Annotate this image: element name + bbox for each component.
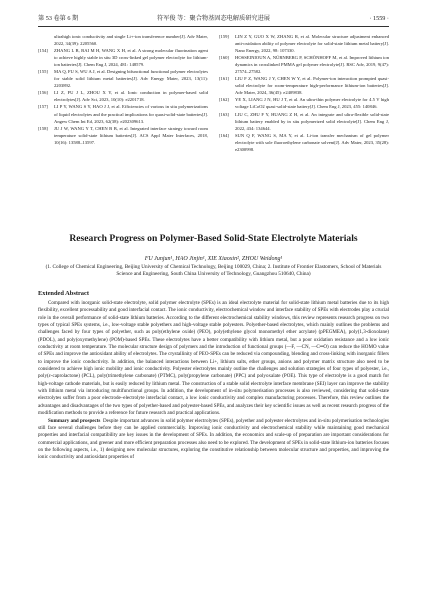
reference-text: LIN Z Y, GUO X W, ZHANG R, et al. Molecular structure adjustment enhanced anti-oxidation ability of polymer electrolyte for solid-state lithium metal battery[J]. Nano Energy, 2022, 98: 107330.: [235, 34, 389, 54]
reference-item: [38, 33, 208, 47]
reference-number: [159]: [219, 34, 229, 39]
reference-text: YE X, LIANG J N, HU J T, et al. An ultra-thin polymer electrolyte for 4.5 V high voltage LiCoO2 quasi-solid-state battery[J]. Chem Eng J, 2023, 455: 140846.: [235, 97, 389, 110]
reference-text: MA Q, FU S, WU A J, et al. Designing bifunctional functional polymer electrolytes for stable solid lithium metal batteries[J]. Adv Energy Mater, 2023, 13(11): 2203892.: [54, 69, 208, 89]
journal-volume-issue: 第 53 卷第 6 期: [38, 15, 79, 22]
reference-text: LIU F Z, WANG J Y, CHEN W Y, et al. Polymer-ion interaction prompted quasi-solid electrolyte for room-temperature high-performance lithium-ion batteries[J]. Adv Mater, 2024, 36(45): e2409838.: [235, 76, 389, 96]
reference-text: ultrahigh ionic conductivity and single Li+-ion transference number[J]. Adv Mater, 2022, 34(39): 2205560.: [54, 34, 208, 47]
reference-text: LIU C, ZHU F Y, HUANG Z H, et al. An integrate and ultra-flexible solid-state lithium battery enabled by in situ polymerized solid electrolyte[J]. Chem Eng J, 2022, 434: 134644.: [235, 111, 389, 131]
reference-column-left: [38, 33, 208, 146]
abstract-heading: Extended Abstract: [38, 290, 89, 297]
paper-title: Research Progress on Polymer-Based Solid-State Electrolyte Materials: [69, 233, 358, 244]
reference-item: [219, 54, 389, 75]
reference-text: SUN Q F, WANG S, MA Y, et al. Li-ion transfer mechanism of gel polymer electrolyte with sole fluoroethylene carbonate solvent[J]. Adv Mater, 2023, 35(28): e2300998.: [235, 132, 389, 152]
reference-item: [219, 132, 389, 153]
reference-item: [38, 125, 208, 146]
reference-item: [219, 96, 389, 110]
reference-item: [38, 89, 208, 103]
reference-text: LI P Y, WANG S Y, HAO J J, et al. Efficiencies of various in situ polymerizations of liquid electrolytes and the practical implications for quasi-solid-state batteries[J]. Angew Chem Int Ed, 2023, 62(38): e202309613.: [54, 104, 208, 124]
reference-item: [219, 111, 389, 132]
reference-number: [154]: [38, 48, 48, 54]
affiliation: (1. College of Chemical Engineering, Beijing University of Chemical Technology, Beijing 100029, China; 2. Institute of Frontier Elastomers, School of Materials Science and Engineering, South China University of Technology, Guangzhou 510640, China): [45, 264, 382, 278]
author-list: FU Junjun¹, HAO Jinjin¹, XIE Xiaoxin², ZHOU Weidong¹: [144, 256, 283, 262]
reference-number: [155]: [38, 69, 48, 75]
reference-item: [38, 103, 208, 124]
reference-item: [219, 75, 389, 96]
reference-item: [38, 47, 208, 68]
summary-paragraph: [38, 418, 389, 462]
extended-abstract: [38, 300, 389, 462]
page-number: · 1559 ·: [369, 15, 389, 22]
reference-column-right: [219, 33, 389, 153]
summary-label: Summary and prospects: [48, 417, 101, 424]
reference-number: [161]: [219, 76, 229, 82]
abstract-paragraph: Compared with inorganic solid-state electrolyte, solid polymer electrolyte (SPEs) is an ideal electrolyte material for solid-state lithium metal batteries due to its high flexibility, excellent processability and good interfacial contact. The ionic conductivity, electrochemical window and interface stability of SPEs with electrodes play a crucial role in the overall performance of solid-state lithium batteries. According to the different electrochemical stability windows, this review represents research progress on two types of typical SPEs systems, i.e., low-voltage stable polyethers and high-voltage stable polyesters. Polyether-based electrolytes, which mainly outlines the problems and challenges faced by four types of polyether, such as poly(ethylene oxide) (PEO), poly(ethylene glycol monomethyl ether acrylate) (pPEGMEA), poly(1,3-dioxolane) (PDOL), and poly(oxymethylene) (POM)-based SPEs. These electrolytes have a better compatibility with lithium metal, but a poor oxidation resistance and a low ionic conductivity at room temperature. The molecular structure design of polymers and the introduction of functional groups (—F, —CN, —C═O) can reduce the HOMO value of SPEs and improve the antioxidant ability of electrolytes. The crystallinity of PEO-SPEs can be reduced via compounding, blending and cross-linking with inorganic fillers to improve the ionic conductivity. In addition, the balanced interactions between Li+, lithium salts, ether groups, anions and polymer matrix structure also need to be considered to achieve high ionic mobility and ionic conductivity. Polyester electrolytes mainly outline the challenges and solution strategies of four types of polyester, i.e., poly(ε-caprolactone) (PCL), poly(trimethylene carbonate) (PTMC), poly(propylene carbonate) (PPC) and polyoxalate (POE). This type of electrolyte is a good match for high-voltage cathode materials, but is easily reduced by lithium metal. The construction of a stable solid electrolyte interface membrane (SEI) layer can improve the stability with lithium metal via introducing multifunctional groups. In addition, the development of in-situ polymerisation processes is also reviewed, considering that solid-state electrolytes suffer from a poor electrode–electrolyte interfacial contact, a low ionic conductivity and complex manufacturing processes. Therefore, this review outlines the advantages and disadvantages of the two types of polyether-based and polyester-based SPEs, and analyzes their key scientific issues as well as recent research progress of the modification methods to provide a reference for future research and practical applications.: [38, 300, 389, 417]
reference-text: LI Z, FU J L, ZHOU X Y, et al. Ionic conduction in polymer-based solid electrolytes[J]. Adv Sci, 2023, 10(10): e2201718.: [54, 90, 208, 103]
running-title: 符军俊 等：聚合物基固态电解质研究进展: [157, 15, 270, 22]
reference-text: ZHANG L B, BAI M H, WANG X H, et al. A strong molecular fluorination agent to achieve highly stable in situ 3D cross-linked gel polymer electrolyte for lithium-ion batteries[J]. Chem Eng J, 2024, 481: 148579.: [54, 48, 208, 68]
reference-text: HOSSEINIOUN A, NÜRNBERG P, SCHÖNHOFF M, et al. Improved lithium ion dynamics in crosslinked PMMA gel polymer electrolyte[J]. RSC Adv, 2019, 9(47): 27574–27582.: [235, 55, 389, 75]
reference-number: [160]: [219, 55, 229, 61]
summary-text: Despite important advances in solid polymer electrolytes (SPEs), polyether and polyester electrolytes and in-situ polymerisation technologies still face several challenges before they can be applied commercially. Improving ionic conductivity and electrochemical stability while maintaining good mechanical properties and interfacial compatibility are key issues in the development of SPEs. In addition, the economics and scale-up of preparation are important considerations for commercial applications, and greener and more efficient preparation processes also need to be explored. The development of SPEs in solid-state lithium-ion batteries focuses on the following aspects, i.e., 1) designing new molecular structures, exploring the constitutive relationship between molecular structure and properties, and improving the ionic conductivity and antioxidant properties of: [38, 417, 389, 461]
reference-number: [156]: [38, 90, 48, 96]
running-header: [38, 14, 389, 27]
reference-item: [38, 68, 208, 89]
reference-list: [38, 33, 389, 219]
reference-item: [219, 33, 389, 54]
reference-number: [157]: [38, 104, 48, 110]
reference-number: [164]: [219, 132, 229, 138]
reference-number: [162]: [219, 97, 229, 103]
reference-text: JU J W, WANG Y T, CHEN B B, et al. Integrated interface strategy toward room temperature solid-state lithium batteries[J]. ACS Appl Mater Interfaces, 2018, 10(16): 13588–13597.: [54, 125, 208, 145]
reference-number: [158]: [38, 125, 48, 131]
reference-number: [163]: [219, 111, 229, 117]
